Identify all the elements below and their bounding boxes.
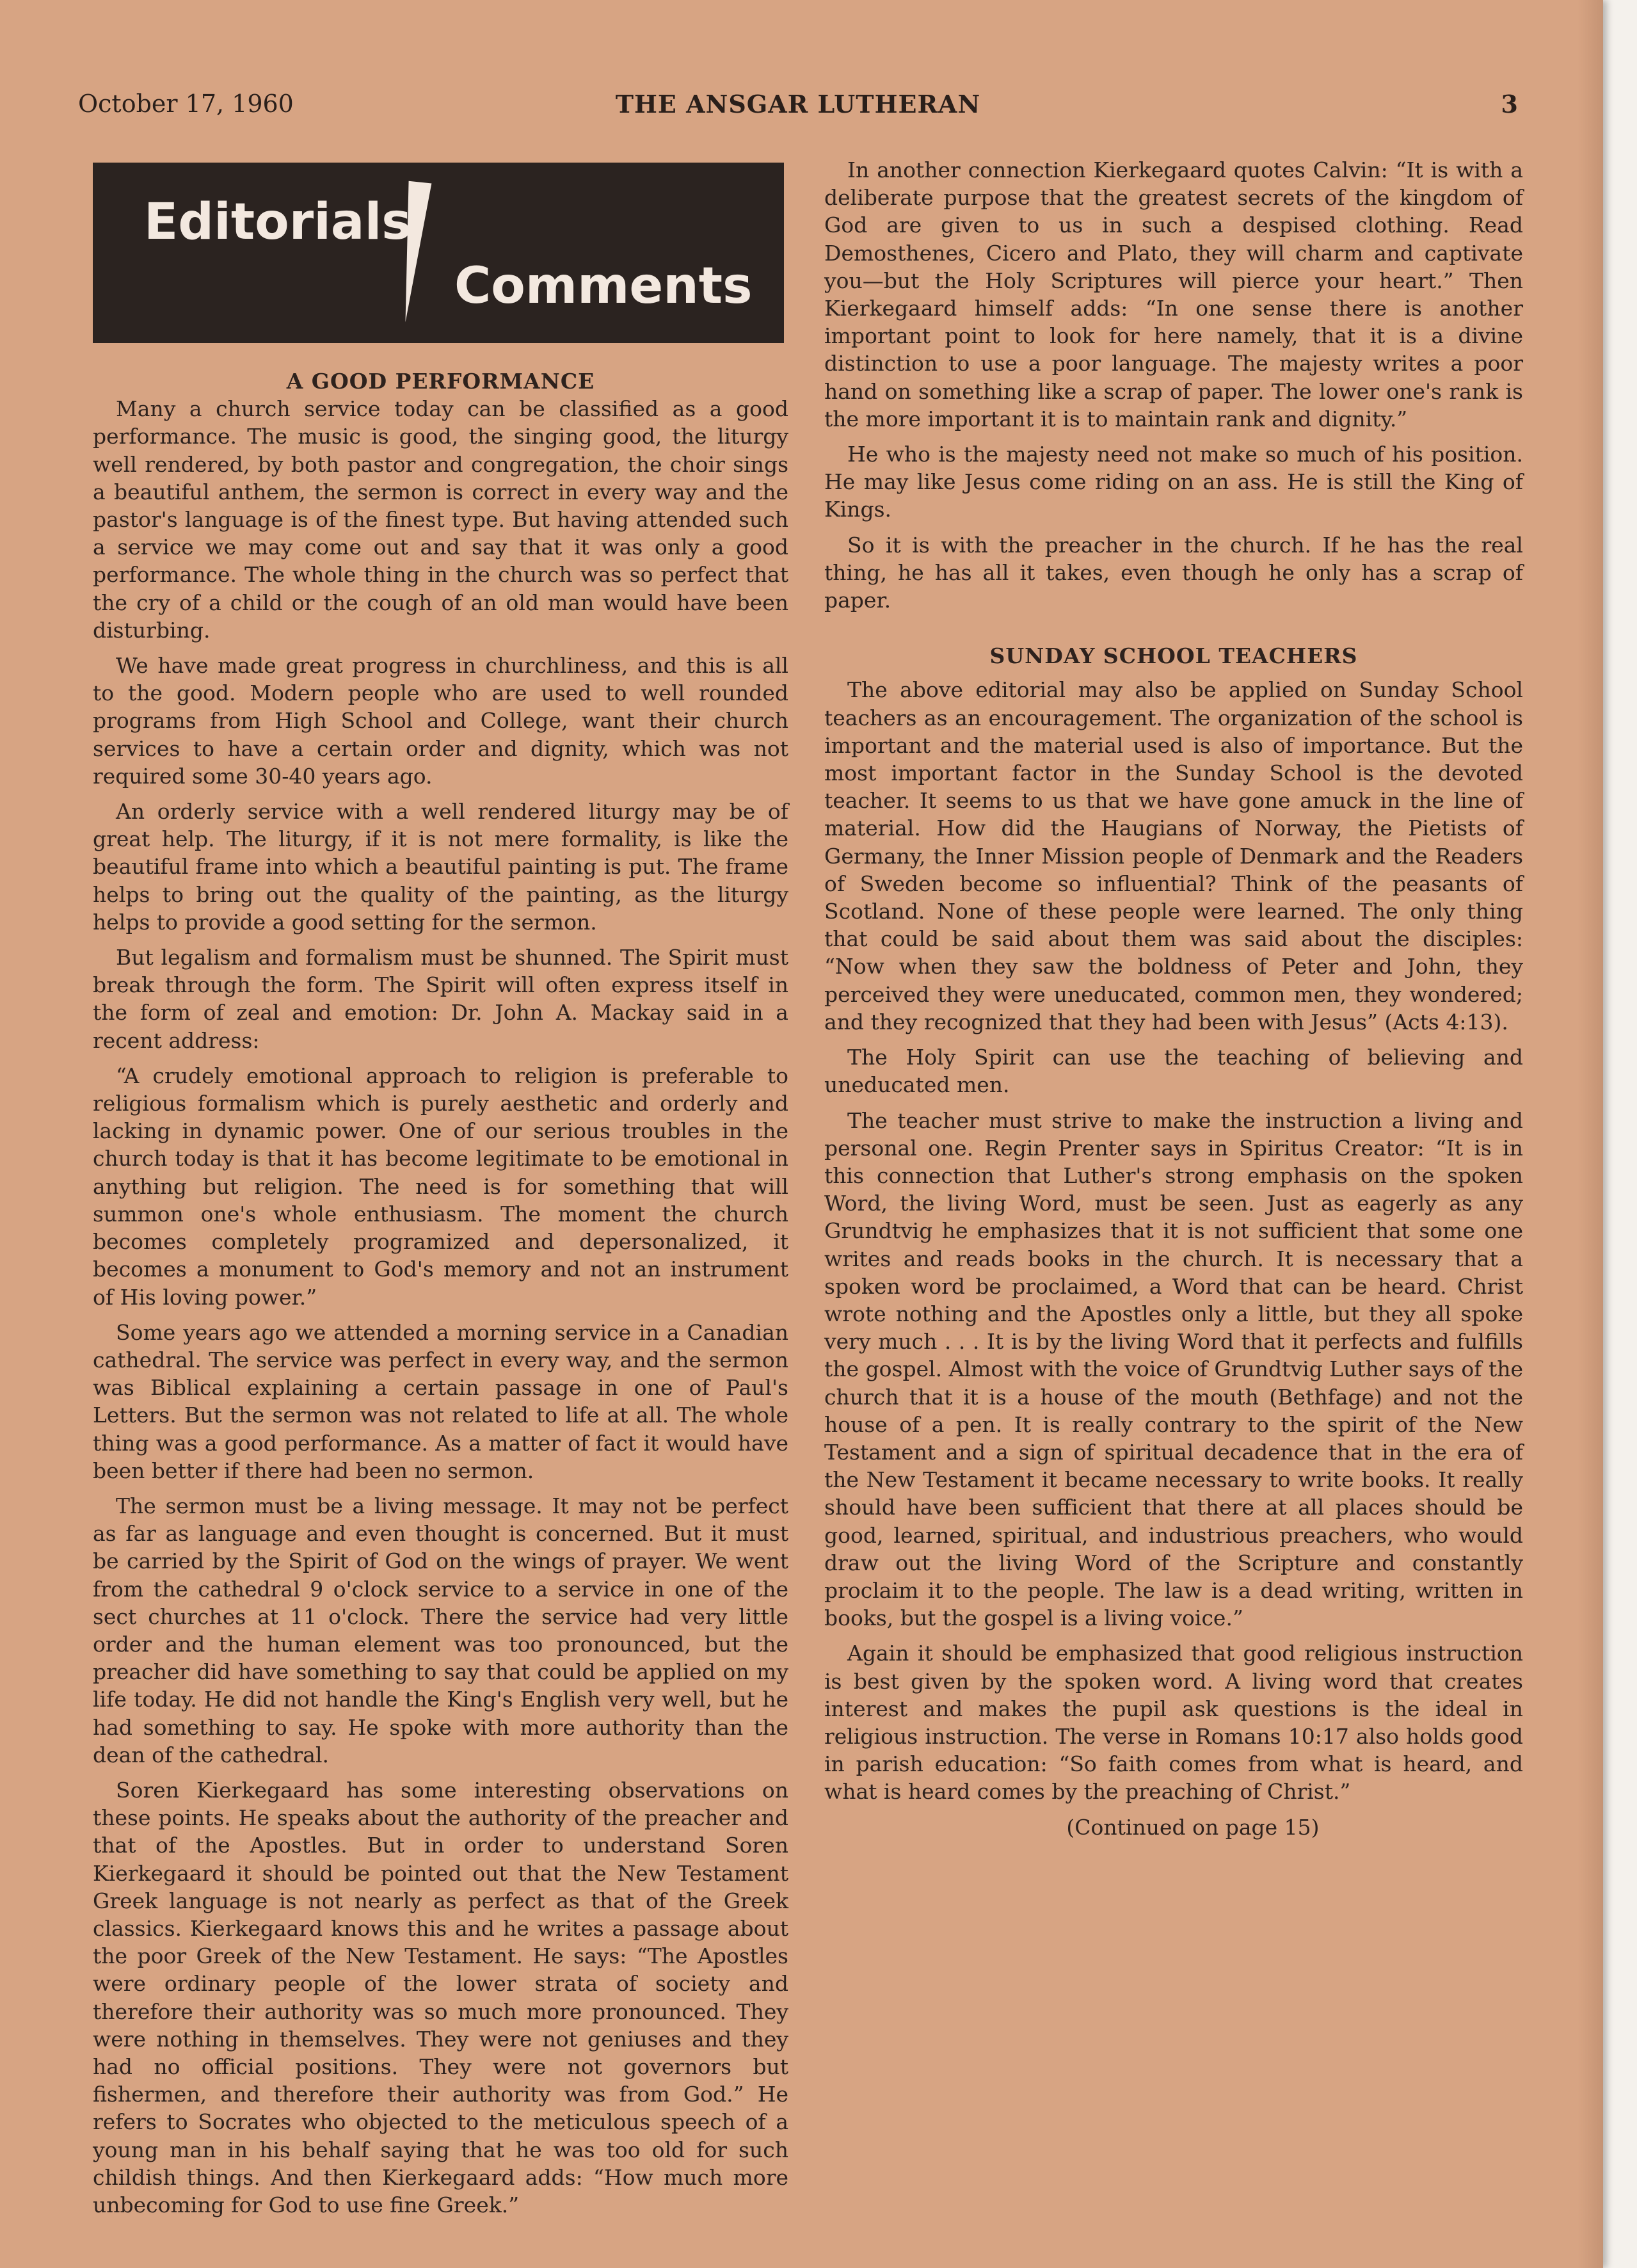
- paragraph: Soren Kierkegaard has some interesting observations on these points. He speaks about the authority of the preacher and that of the Apostles. But in order to understand Soren Kierkegaard it should be pointed out that the New Testament Greek language is not nearly as perfect as that of the Greek classics. Kierkegaard knows this and he writes a passage about the poor Greek of the New Testament. He says: “The Apostles were ordinary people of the lower strata of society and therefore their authority was so much more pronounced. They were nothing in themselves. They were not geniuses and they had no official positions. They were not governors but fishermen, and therefore their authority was from God.” He refers to Socrates who objected to the meticulous speech of a young man in his behalf saying that he was too old for such childish things. And then Kierkegaard adds: “How much more unbecoming for God to use fine Greek.”: [93, 1777, 788, 2217]
- masthead-comments: Comments: [454, 257, 753, 315]
- publication-title: THE ANSGAR LUTHERAN: [615, 90, 981, 118]
- editorials-masthead: [93, 163, 784, 343]
- paragraph: The teacher must strive to make the instruction a living and personal one. Regin Prenter says in Spiritus Creator: “It is in this connection that Luther's strong emphasis on the spoken Word, the living Word, must be seen. Just as eagerly as any Grundtvig he emphasizes that it is not sufficient that some one writes and reads books in the church. It is necessary that a spoken word be proclaimed, a Word that can be heard. Christ wrote nothing and the Apostles only a little, but they all spoke very much . . . It is by the living Word that it perfects and fulfills the gospel. Almost with the voice of Grundtvig Luther says of the church that it is a house of the mouth (Bethfage) and not the house of a pen. It is really contrary to the spirit of the New Testament and a sign of spiritual decadence that in the era of the New Testament it became necessary to write books. It really should have been sufficient that there at all places should be good, learned, spiritual, and industrious preachers, who would draw out the living Word of the Scripture and constantly proclaim it to the people. The law is a dead writing, written in books, but the gospel is a living voice.”: [824, 1107, 1523, 1631]
- paragraph: The above editorial may also be applied on Sunday School teachers as an encouragement. The organization of the school is important and the material used is also of importance. But the most important factor in the Sunday School is the devoted teacher. It seems to us that we have gone amuck in the line of material. How did the Haugians of Norway, the Pietists of Germany, the Inner Mission people of Denmark and the Readers of Sweden become so influential? Think of the peasants of Scotland. None of these people were learned. The only thing that could be said about them was said about the disciples: “Now when they saw the boldness of Peter and John, they perceived they were uneducated, common men, they wondered; and they recognized that they had been with Jesus” (Acts 4:13).: [824, 677, 1523, 1034]
- article-title-good-performance: A GOOD PERFORMANCE: [286, 369, 595, 394]
- paragraph: Again it should be emphasized that good religious instruction is best given by the spoken word. A living word that creates interest and makes the pupil ask questions is the ideal in religious instruction. The verse in Romans 10:17 also holds good in parish education: “So faith comes from what is heard, and what is heard comes by the preaching of Christ.”: [824, 1641, 1523, 1805]
- issue-date: October 17, 1960: [78, 90, 294, 118]
- continued-notice: (Continued on page 15): [1066, 1814, 1320, 1840]
- running-head: [78, 90, 1518, 128]
- quote-paragraph: “A crudely emotional approach to religion is preferable to religious formalism which is purely aesthetic and orderly and lacking in dynamic power. One of our serious troubles in the church today is that it has become legitimate to be emotional in anything but religion. The need is for something that will summon one's whole enthusiasm. The moment the church becomes completely programized and depersonalized, it becomes a monument to God's memory and not an instrument of His loving power.”: [93, 1063, 788, 1310]
- paragraph: But legalism and formalism must be shunned. The Spirit must break through the form. The Spirit will often express itself in the form of zeal and emotion: Dr. John A. Mackay said in a recent address:: [93, 945, 788, 1053]
- masthead-editorials: Editorials: [144, 193, 411, 251]
- paragraph: He who is the majesty need not make so much of his position. He may like Jesus come riding on an ass. He is still the King of Kings.: [824, 442, 1523, 522]
- paragraph: The Holy Spirit can use the teaching of believing and uneducated men.: [824, 1045, 1523, 1098]
- article-title-sunday-school: SUNDAY SCHOOL TEACHERS: [989, 643, 1358, 669]
- left-column: [93, 367, 788, 2226]
- paragraph: The sermon must be a living message. It may not be perfect as far as language and even thought is concerned. But it must be carried by the Spirit of God on the wings of prayer. We went from the cathedral 9 o'clock service to a service in one of the sect churches at 11 o'clock. There the service had very little order and the human element was too pronounced, but the preacher did have something to say that could be applied on my life today. He did not handle the King's English very well, but he had something to say. He spoke with more authority than the dean of the cathedral.: [93, 1493, 788, 1767]
- paragraph: So it is with the preacher in the church. If he has the real thing, he has all it takes, even though he only has a scrap of paper.: [824, 532, 1523, 613]
- paragraph: We have made great progress in churchliness, and this is all to the good. Modern people who are used to well rounded programs from High School and College, want their church services to have a certain order and dignity, which was not required some 30-40 years ago.: [93, 653, 788, 789]
- paragraph: Some years ago we attended a morning service in a Canadian cathedral. The service was perfect in every way, and the sermon was Biblical explaining a certain passage in one of Paul's Letters. But the sermon was not related to life at all. The whole thing was a good performance. As a matter of fact it would have been better if there had been no sermon.: [93, 1319, 788, 1483]
- right-column: [824, 156, 1523, 1849]
- paragraph: In another connection Kierkegaard quotes Calvin: “It is with a deliberate purpose that the greatest secrets of the kingdom of God are given to us in such a despised clothing. Read Demosthenes, Cicero and Plato, they will charm and captivate you—but the Holy Scriptures will pierce your heart.” Then Kierkegaard himself adds: “In one sense there is another important point to look for here namely, that it is a divine distinction to use a poor language. The majesty writes a poor hand on something like a scrap of paper. The lower one's rank is the more important it is to maintain rank and dignity.”: [824, 157, 1523, 431]
- paragraph: Many a church service today can be classified as a good performance. The music is good, the singing good, the liturgy well rendered, by both pastor and congregation, the choir sings a beautiful anthem, the sermon is correct in every way and the pastor's language is of the finest type. But having attended such a service we may come out and say that it was only a good performance. The whole thing in the church was so perfect that the cry of a child or the cough of an old man would have been disturbing.: [93, 396, 788, 643]
- paragraph: An orderly service with a well rendered liturgy may be of great help. The liturgy, if it is not mere formality, is like the beautiful frame into which a beautiful painting is put. The frame helps to bring out the quality of the painting, as the liturgy helps to provide a good setting for the sermon.: [93, 799, 788, 935]
- page-number: 3: [1501, 90, 1518, 118]
